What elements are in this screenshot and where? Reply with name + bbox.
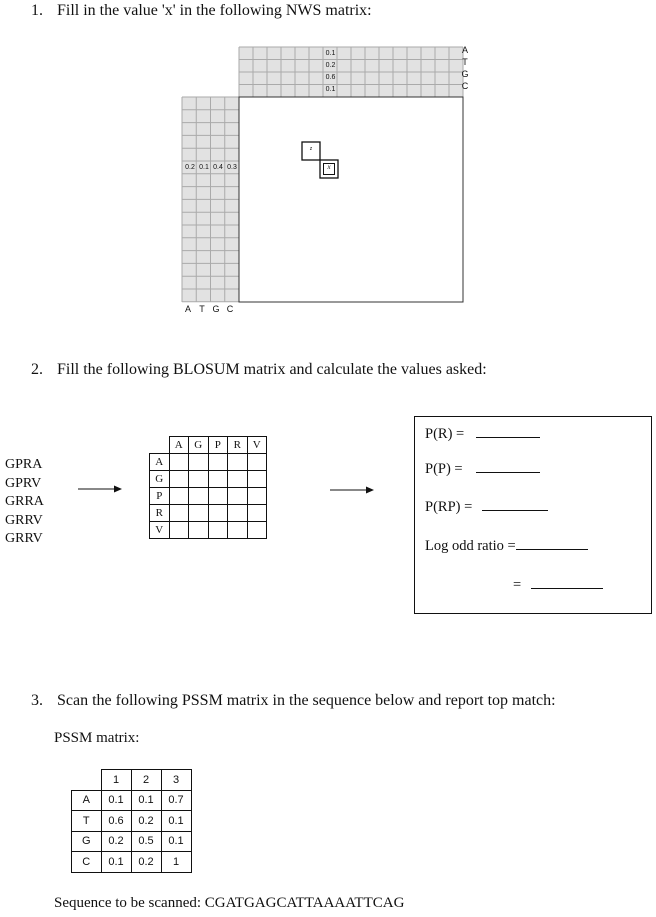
sequence-to-scan: [54, 895, 404, 912]
question-3: [31, 692, 556, 710]
pssm-col-header: 1: [101, 770, 131, 791]
pssm-cell: 0.1: [161, 831, 191, 852]
pssm-row: [72, 831, 192, 852]
right-letter: G: [461, 69, 469, 79]
sequence-item: GRRA: [5, 494, 44, 509]
left-prob: 0.1: [199, 164, 209, 171]
prob-p-row: [425, 461, 540, 478]
blosum-cell[interactable]: [247, 505, 267, 522]
pssm-row: [72, 790, 192, 811]
prob-p-answer-blank[interactable]: [476, 472, 540, 473]
blosum-row: [150, 522, 267, 539]
prob-rp-row: [425, 499, 548, 516]
prob-r-row: [425, 426, 540, 443]
pssm-cell: 1: [161, 852, 191, 873]
pssm-row-header: A: [72, 790, 102, 811]
pssm-row: [72, 852, 192, 873]
right-letter: C: [461, 81, 469, 91]
blosum-corner: [150, 437, 170, 454]
top-prob: 0.1: [325, 50, 336, 57]
pssm-label: PSSM matrix:: [54, 730, 140, 746]
arrow-right-icon: [322, 482, 382, 498]
pssm-cell: 0.6: [101, 811, 131, 832]
blosum-cell[interactable]: [189, 488, 209, 505]
log-odd-result-blank[interactable]: [531, 588, 603, 589]
blosum-cell[interactable]: [247, 471, 267, 488]
blosum-cell[interactable]: [228, 522, 248, 539]
prob-p-label: P(P) =: [425, 461, 463, 477]
blosum-row: [150, 454, 267, 471]
pssm-header-row: [72, 770, 192, 791]
pssm-cell: 0.1: [161, 811, 191, 832]
blosum-header-row: [150, 437, 267, 454]
arrow-right-icon: [70, 481, 130, 497]
blosum-col-header: R: [228, 437, 248, 454]
pssm-cell: 0.1: [101, 790, 131, 811]
log-odd-result-row: [513, 577, 603, 594]
question-2-number: 2.: [31, 361, 43, 378]
blosum-row-header: V: [150, 522, 170, 539]
blosum-row-header: P: [150, 488, 170, 505]
question-3-number: 3.: [31, 692, 43, 709]
blosum-cell[interactable]: [189, 471, 209, 488]
pssm-cell: 0.2: [131, 852, 161, 873]
blosum-cell[interactable]: [189, 505, 209, 522]
cell-x-label: x: [327, 163, 331, 171]
bottom-letter: T: [199, 304, 205, 314]
sequence-list: [5, 456, 44, 549]
blosum-row-header: A: [150, 454, 170, 471]
left-prob: 0.4: [213, 164, 223, 171]
blosum-cell[interactable]: [169, 522, 189, 539]
blosum-cell[interactable]: [247, 488, 267, 505]
blosum-cell[interactable]: [247, 454, 267, 471]
top-probabilities: [322, 48, 339, 96]
right-letter: A: [461, 45, 468, 55]
blosum-row: [150, 488, 267, 505]
pssm-cell: 0.2: [101, 831, 131, 852]
right-letters: [459, 44, 471, 92]
blosum-cell[interactable]: [208, 454, 228, 471]
prob-rp-answer-blank[interactable]: [482, 510, 548, 511]
sequence-item: GRRV: [5, 531, 43, 546]
blosum-cell[interactable]: [228, 471, 248, 488]
blosum-cell[interactable]: [208, 522, 228, 539]
bottom-letter: C: [226, 304, 234, 314]
blosum-col-header: G: [189, 437, 209, 454]
pssm-cell: 0.1: [131, 790, 161, 811]
prob-rp-label: P(RP) =: [425, 499, 473, 515]
pssm-cell: 0.5: [131, 831, 161, 852]
blosum-cell[interactable]: [169, 505, 189, 522]
pssm-row: [72, 811, 192, 832]
blosum-row-header: R: [150, 505, 170, 522]
pssm-cell: 0.1: [101, 852, 131, 873]
blosum-col-header: V: [247, 437, 267, 454]
blosum-cell[interactable]: [208, 471, 228, 488]
blosum-col-header: A: [169, 437, 189, 454]
blosum-cell[interactable]: [169, 488, 189, 505]
blosum-cell[interactable]: [228, 488, 248, 505]
top-prob: 0.2: [325, 62, 336, 69]
blosum-cell[interactable]: [189, 454, 209, 471]
pssm-cell: 0.7: [161, 790, 191, 811]
pssm-col-header: 3: [161, 770, 191, 791]
blosum-col-header: P: [208, 437, 228, 454]
sequence-value: CGATGAGCATTAAAATTCAG: [204, 895, 405, 911]
blosum-cell[interactable]: [169, 454, 189, 471]
blosum-row: [150, 505, 267, 522]
pssm-corner: [72, 770, 102, 791]
right-letter: T: [462, 57, 468, 67]
blosum-cell[interactable]: [208, 488, 228, 505]
prob-r-answer-blank[interactable]: [476, 437, 540, 438]
question-1-number: 1.: [31, 2, 43, 19]
blosum-row-header: G: [150, 471, 170, 488]
prob-r-label: P(R) =: [425, 426, 465, 442]
blosum-cell[interactable]: [228, 505, 248, 522]
sequence-label: Sequence to be scanned:: [54, 895, 202, 911]
question-1-text: Fill in the value 'x' in the following NWS matrix:: [57, 2, 372, 19]
pssm-cell: 0.2: [131, 811, 161, 832]
bottom-letters: [181, 304, 237, 314]
pssm-row-header: G: [72, 831, 102, 852]
sequence-item: GPRA: [5, 457, 43, 472]
cell-z-label: z: [309, 146, 313, 152]
left-prob: 0.3: [227, 164, 237, 171]
blosum-cell[interactable]: [208, 505, 228, 522]
pssm-row-header: C: [72, 852, 102, 873]
pssm-matrix: [71, 769, 192, 873]
question-2-text: Fill the following BLOSUM matrix and calculate the values asked:: [57, 361, 487, 378]
top-prob: 0.6: [325, 74, 336, 81]
sequence-item: GRRV: [5, 512, 43, 528]
blosum-cell[interactable]: [228, 454, 248, 471]
blosum-cell[interactable]: [189, 522, 209, 539]
left-probabilities: [183, 164, 239, 171]
blosum-cell[interactable]: [247, 522, 267, 539]
main-matrix: [239, 97, 463, 302]
pssm-row-header: T: [72, 811, 102, 832]
log-odd-row: [425, 538, 588, 555]
log-odd-answer-blank[interactable]: [516, 549, 588, 550]
blosum-row: [150, 471, 267, 488]
blosum-matrix: [149, 436, 267, 539]
pssm-col-header: 2: [131, 770, 161, 791]
equals-sign: =: [513, 577, 522, 593]
log-odd-label: Log odd ratio =: [425, 538, 516, 554]
question-2: [31, 361, 487, 379]
bottom-letter: A: [184, 304, 191, 314]
left-prob: 0.2: [185, 164, 195, 171]
sequence-item: GPRV: [5, 475, 42, 491]
top-prob: 0.1: [325, 86, 336, 93]
question-3-text: Scan the following PSSM matrix in the sequence below and report top match:: [57, 692, 556, 709]
blosum-cell[interactable]: [169, 471, 189, 488]
bottom-letter: G: [212, 304, 220, 314]
